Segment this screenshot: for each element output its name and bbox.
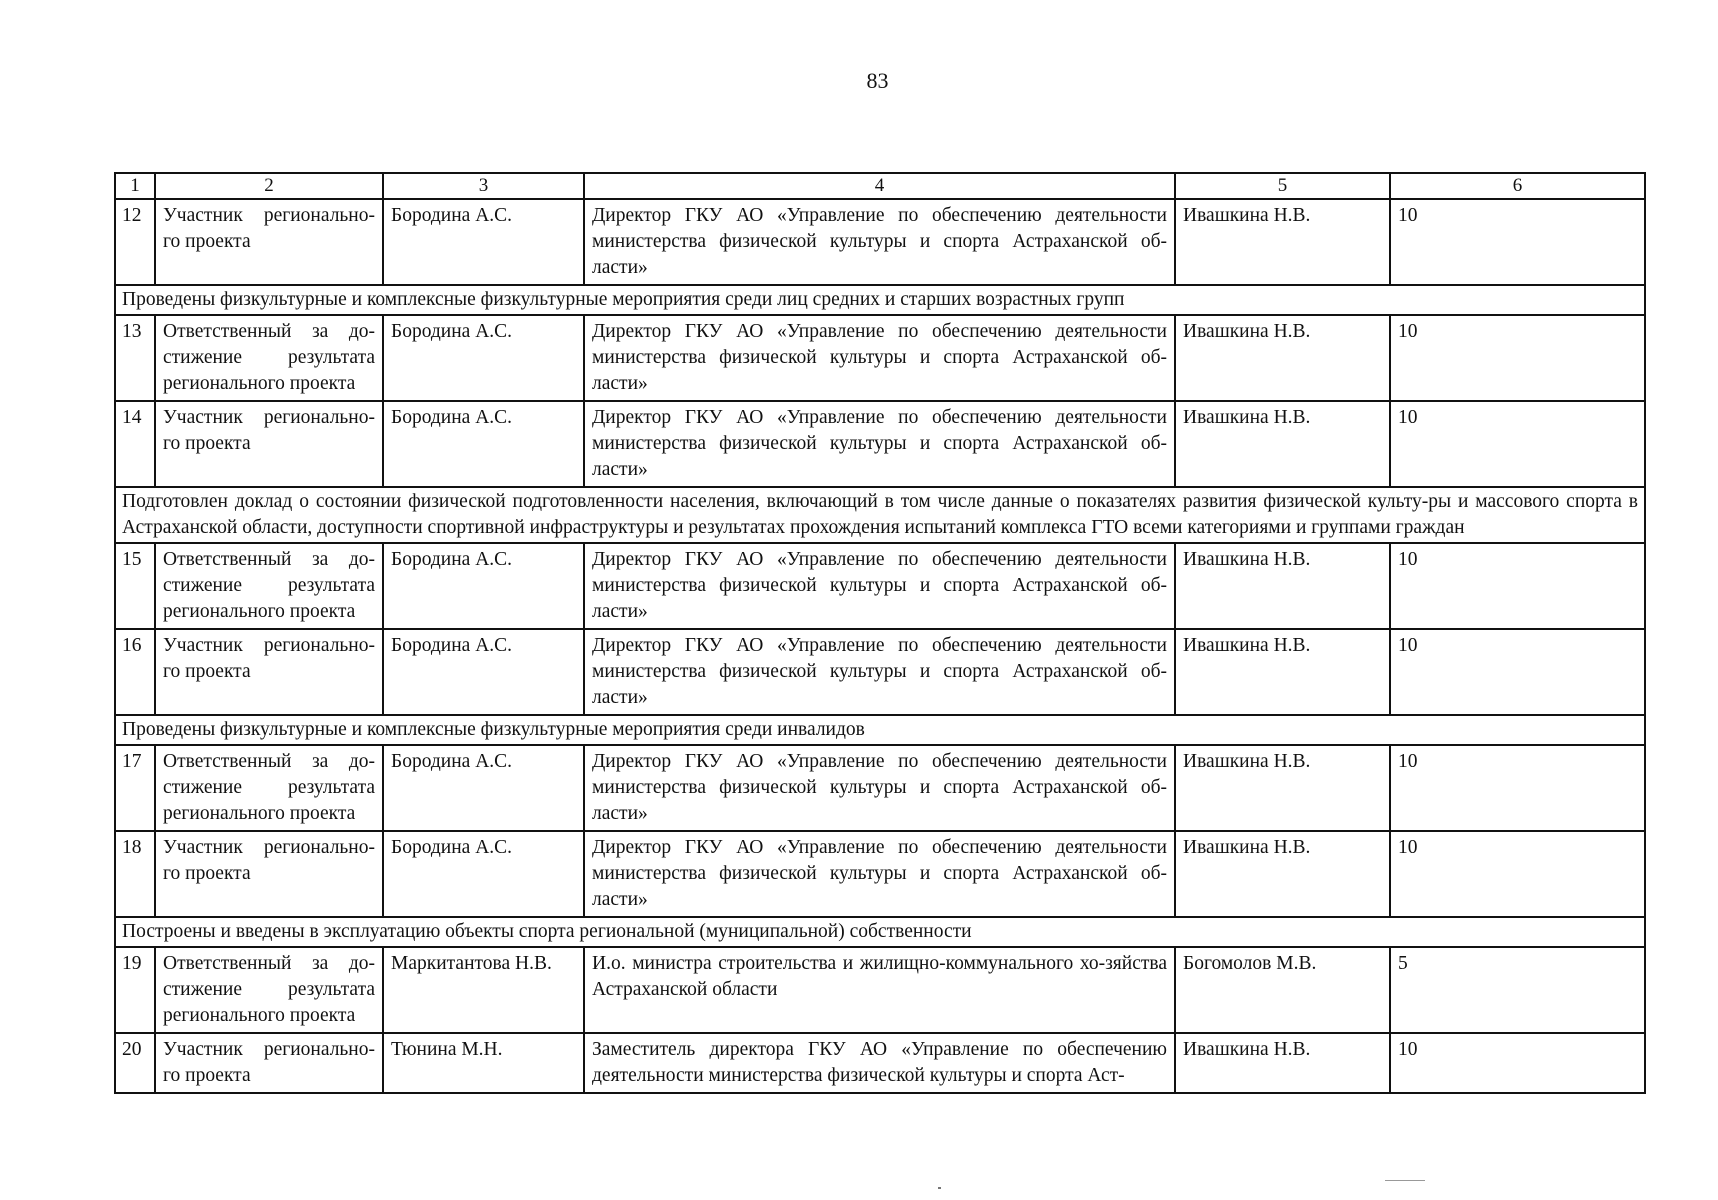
row-role: Участник регионально-го проекта [155,401,383,487]
row-person: Бородина А.С. [383,745,584,831]
table-row [115,947,1645,1033]
row-role: Ответственный за до-стижение результата регионального проекта [155,745,383,831]
row-position: И.о. министра строительства и жилищно-коммунального хо-зяйства Астраханской области [584,947,1175,1033]
table-row [115,543,1645,629]
table-row [115,315,1645,401]
row-position: Директор ГКУ АО «Управление по обеспечению деятельности министерства физической культуры и спорта Астраханской об-ласти» [584,401,1175,487]
row-position: Директор ГКУ АО «Управление по обеспечению деятельности министерства физической культуры и спорта Астраханской об-ласти» [584,629,1175,715]
table-row [115,831,1645,917]
row-position: Директор ГКУ АО «Управление по обеспечению деятельности министерства физической культуры и спорта Астраханской об-ласти» [584,745,1175,831]
row-number: 15 [115,543,155,629]
table-row [115,1033,1645,1093]
row-number: 19 [115,947,155,1033]
row-position: Заместитель директора ГКУ АО «Управление по обеспечению деятельности министерства физической культуры и спорта Аст- [584,1033,1175,1093]
table-row [115,199,1645,285]
row-person: Бородина А.С. [383,315,584,401]
row-number: 14 [115,401,155,487]
row-number: 18 [115,831,155,917]
row-supervisor: Ивашкина Н.В. [1175,1033,1390,1093]
column-number-4: 4 [584,173,1175,199]
row-role: Участник регионально-го проекта [155,831,383,917]
column-number-1: 1 [115,173,155,199]
section-heading-row [115,487,1645,543]
table-row [115,745,1645,831]
row-value: 10 [1390,1033,1645,1093]
row-person: Бородина А.С. [383,199,584,285]
table-row [115,401,1645,487]
row-supervisor: Ивашкина Н.В. [1175,401,1390,487]
row-supervisor: Ивашкина Н.В. [1175,629,1390,715]
table-body [115,173,1645,1093]
column-number-5: 5 [1175,173,1390,199]
row-person: Бородина А.С. [383,543,584,629]
row-role: Участник регионально-го проекта [155,629,383,715]
row-person: Маркитантова Н.В. [383,947,584,1033]
row-person: Бородина А.С. [383,401,584,487]
row-supervisor: Богомолов М.В. [1175,947,1390,1033]
scan-mark [1385,1180,1425,1181]
section-heading-row [115,285,1645,315]
row-value: 10 [1390,199,1645,285]
row-supervisor: Ивашкина Н.В. [1175,543,1390,629]
row-person: Тюнина М.Н. [383,1033,584,1093]
row-person: Бородина А.С. [383,831,584,917]
row-role: Участник регионально-го проекта [155,199,383,285]
row-number: 16 [115,629,155,715]
row-person: Бородина А.С. [383,629,584,715]
row-role: Ответственный за до-стижение результата регионального проекта [155,947,383,1033]
row-supervisor: Ивашкина Н.В. [1175,831,1390,917]
section-heading-row [115,715,1645,745]
table-row [115,629,1645,715]
column-number-6: 6 [1390,173,1645,199]
section-heading: Проведены физкультурные и комплексные физкультурные мероприятия среди лиц средних и старших возрастных групп [115,285,1645,315]
row-value: 10 [1390,543,1645,629]
row-number: 20 [115,1033,155,1093]
row-role: Ответственный за до-стижение результата регионального проекта [155,315,383,401]
scan-dot [938,1187,941,1189]
row-position: Директор ГКУ АО «Управление по обеспечению деятельности министерства физической культуры и спорта Астраханской об-ласти» [584,315,1175,401]
row-value: 10 [1390,401,1645,487]
page-number: 83 [866,68,889,93]
row-value: 10 [1390,629,1645,715]
row-supervisor: Ивашкина Н.В. [1175,745,1390,831]
row-number: 12 [115,199,155,285]
row-position: Директор ГКУ АО «Управление по обеспечению деятельности министерства физической культуры и спорта Астраханской об-ласти» [584,543,1175,629]
section-heading: Проведены физкультурные и комплексные физкультурные мероприятия среди инвалидов [115,715,1645,745]
row-value: 10 [1390,745,1645,831]
row-value: 10 [1390,831,1645,917]
row-role: Ответственный за до-стижение результата регионального проекта [155,543,383,629]
section-heading: Подготовлен доклад о состоянии физической подготовленности населения, включающий в том числе данные о показателях развития физической культу-ры и массового спорта в Астраханской области, доступности спортивной инфраструктуры и результатах прохождения испытаний комплекса ГТО всеми категориями и группами граждан [115,487,1645,543]
responsibility-table [114,172,1646,1094]
column-number-header-row [115,173,1645,199]
row-number: 17 [115,745,155,831]
row-role: Участник регионально-го проекта [155,1033,383,1093]
column-number-2: 2 [155,173,383,199]
column-number-3: 3 [383,173,584,199]
row-supervisor: Ивашкина Н.В. [1175,199,1390,285]
row-position: Директор ГКУ АО «Управление по обеспечению деятельности министерства физической культуры и спорта Астраханской об-ласти» [584,199,1175,285]
row-number: 13 [115,315,155,401]
row-value: 5 [1390,947,1645,1033]
row-supervisor: Ивашкина Н.В. [1175,315,1390,401]
row-position: Директор ГКУ АО «Управление по обеспечению деятельности министерства физической культуры и спорта Астраханской об-ласти» [584,831,1175,917]
section-heading: Построены и введены в эксплуатацию объекты спорта региональной (муниципальной) собственности [115,917,1645,947]
section-heading-row [115,917,1645,947]
row-value: 10 [1390,315,1645,401]
